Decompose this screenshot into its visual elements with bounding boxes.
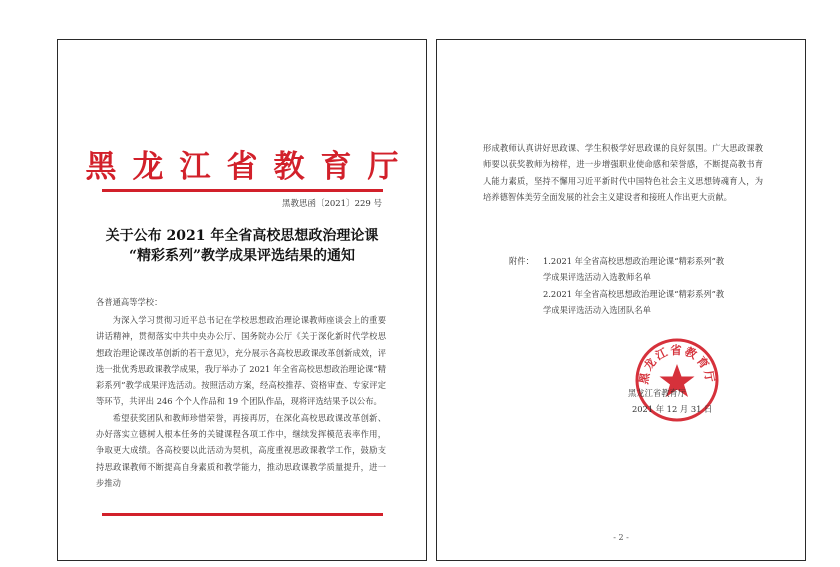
footer-red-line xyxy=(102,513,383,516)
attachment-item-1 xyxy=(509,253,763,269)
agency-header: 黑龙江省教育厅 xyxy=(85,149,415,185)
paragraph-1: 为深入学习贯彻习近平总书记在学校思想政治理论课教师座谈会上的重要讲话精神，贯彻落实中共中央办公厅、国务院办公厅《关于深化新时代学校思想政治理论课改革创新的若干意见》，充分展示各高校思政课改革创新成效，评选一批优秀思政课教学成果，我厅举办了 2021 年全省高校思想政治理论课“精彩系列”教学成果评选活动。按照活动方案，经高校推荐、资格审查、专家评定等环节，共评出 246 个个人作品和 19 个团队作品，现将评选结果予以公布。 xyxy=(96,315,386,407)
document-page-left xyxy=(57,39,427,561)
page-number: - 2 - xyxy=(613,533,629,542)
salutation: 各普通高等学校： xyxy=(96,297,163,307)
title-line-2: “精彩系列”教学成果评选结果的通知 xyxy=(128,248,356,264)
attachment-1-line-2: 学成果评选活动入选教师名单 xyxy=(543,272,651,283)
seal-text: 黑龙江省教育厅 xyxy=(636,342,718,386)
signature-date: 2021 年 12 月 31 日 xyxy=(632,404,713,414)
body-text-right xyxy=(483,140,763,205)
signature-organization: 黑龙江省教育厅 xyxy=(628,388,687,398)
attachment-1-line-1: 1.2021 年全省高校思想政治理论课“精彩系列”教 xyxy=(543,256,725,266)
document-title xyxy=(78,226,406,266)
document-page-right xyxy=(436,39,806,561)
attachment-2-line-1: 2.2021 年全省高校思想政治理论课“精彩系列”教 xyxy=(543,288,725,299)
attachment-2-line-2: 学成果评选活动入选团队名单 xyxy=(543,304,651,315)
header-red-line xyxy=(102,189,383,192)
attachments-list xyxy=(509,253,763,318)
paragraph-continued: 形成教师认真讲好思政课、学生积极学好思政课的良好氛围。广大思政课教师要以获奖教师为榜样，进一步增强职业使命感和荣誉感，不断提高教书育人能力素质，坚持不懈用习近平新时代中国特色社会主义思想铸魂育人，为培养德智体美劳全面发展的社会主义建设者和接班人作出更大贡献。 xyxy=(483,143,763,202)
attachments-label: 附件： xyxy=(509,256,534,266)
document-number: 黑教思函〔2021〕229 号 xyxy=(281,199,382,209)
body-text-left xyxy=(96,312,386,491)
paragraph-2: 希望获奖团队和教师珍惜荣誉，再接再厉，在深化高校思政课改革创新、办好落实立德树人根本任务的关键课程各项工作中，继续发挥模范表率作用，争取更大成绩。各高校要以此活动为契机，高度重视思政课教学工作，鼓励支持思政课教师不断提高自身素质和教学能力，推动思政课教学质量提升，进一步推动 xyxy=(96,412,386,488)
title-line-1: 关于公布 2021 年全省高校思想政治理论课 xyxy=(105,228,379,244)
